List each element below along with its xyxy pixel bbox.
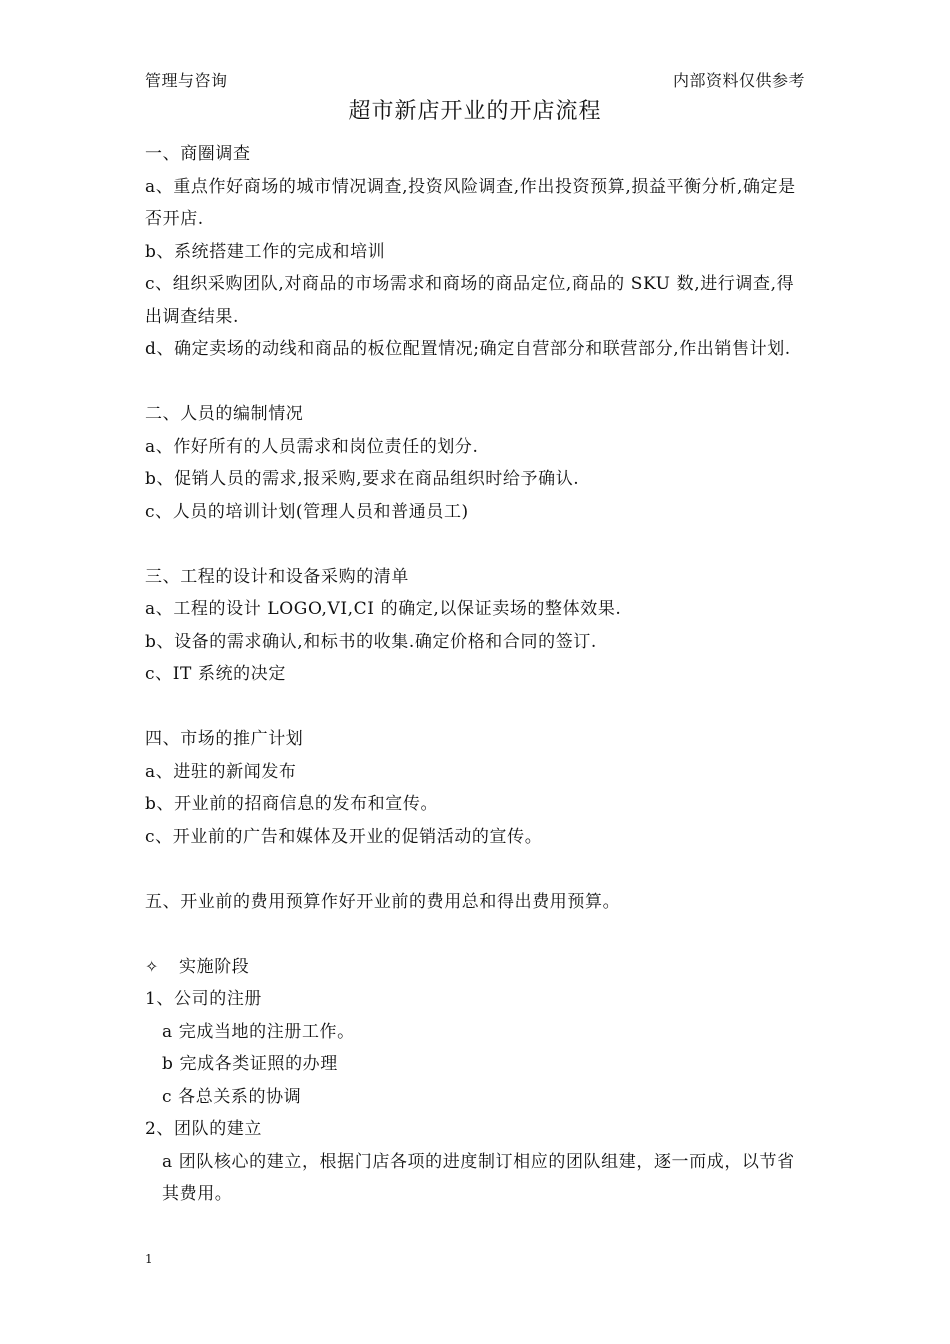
- section-3-item-b: b、设备的需求确认,和标书的收集.确定价格和合同的签订.: [145, 631, 597, 652]
- section-3-item-c: c、IT 系统的决定: [145, 664, 286, 684]
- impl-step-1-heading: 1、公司的注册: [145, 989, 263, 1009]
- section-1-item-b: b、系统搭建工作的完成和培训: [145, 241, 386, 262]
- impl-step-1-item-c: c 各总关系的协调: [162, 1086, 302, 1107]
- document-body: [145, 138, 810, 1211]
- section-4-item-b: b、开业前的招商信息的发布和宣传。: [145, 794, 439, 814]
- impl-step-2-heading: 2、团队的建立: [145, 1119, 263, 1139]
- section-3-item-a: a、工程的设计 LOGO,VI,CI 的确定,以保证卖场的整体效果.: [145, 599, 622, 619]
- section-2-item-a: a、作好所有的人员需求和岗位责任的划分.: [145, 436, 479, 457]
- section-1-item-a: a、重点作好商场的城市情况调查,投资风险调查,作出投资预算,损益平衡分析,确定是否开店.: [145, 176, 796, 229]
- section-heading-2: 二、人员的编制情况: [145, 404, 304, 424]
- section-1-item-d: d、确定卖场的动线和商品的板位配置情况;确定自营部分和联营部分,作出销售计划.: [145, 339, 791, 359]
- impl-step-1-item-a: a 完成当地的注册工作。: [162, 1021, 355, 1042]
- implementation-heading: ✧ 实施阶段: [145, 951, 810, 984]
- section-4-item-c: c、开业前的广告和媒体及开业的促销活动的宣传。: [145, 826, 543, 847]
- header-right: 内部资料仅供参考: [672, 71, 805, 90]
- section-2-item-c: c、人员的培训计划(管理人员和普通员工): [145, 501, 469, 522]
- section-1-item-c: c、组织采购团队,对商品的市场需求和商场的商品定位,商品的 SKU 数,进行调查,得出调查结果.: [145, 274, 795, 327]
- section-heading-4: 四、市场的推广计划: [145, 729, 304, 749]
- section-heading-1: 一、商圈调查: [145, 144, 251, 164]
- section-2-item-b: b、促销人员的需求,报采购,要求在商品组织时给予确认.: [145, 469, 580, 489]
- page-title: 超市新店开业的开店流程: [348, 99, 602, 124]
- section-heading-3: 三、工程的设计和设备采购的清单: [145, 566, 409, 587]
- header-left: 管理与咨询: [145, 71, 228, 90]
- page-number: 1: [145, 1252, 153, 1266]
- section-heading-5: 五、开业前的费用预算作好开业前的费用总和得出费用预算。: [145, 891, 621, 912]
- impl-step-1-item-b: b 完成各类证照的办理: [162, 1054, 338, 1074]
- impl-step-2-item-a: a 团队核心的建立，根据门店各项的进度制订相应的团队组建，逐一而成，以节省其费用。: [162, 1151, 795, 1204]
- section-4-item-a: a、进驻的新闻发布: [145, 761, 297, 782]
